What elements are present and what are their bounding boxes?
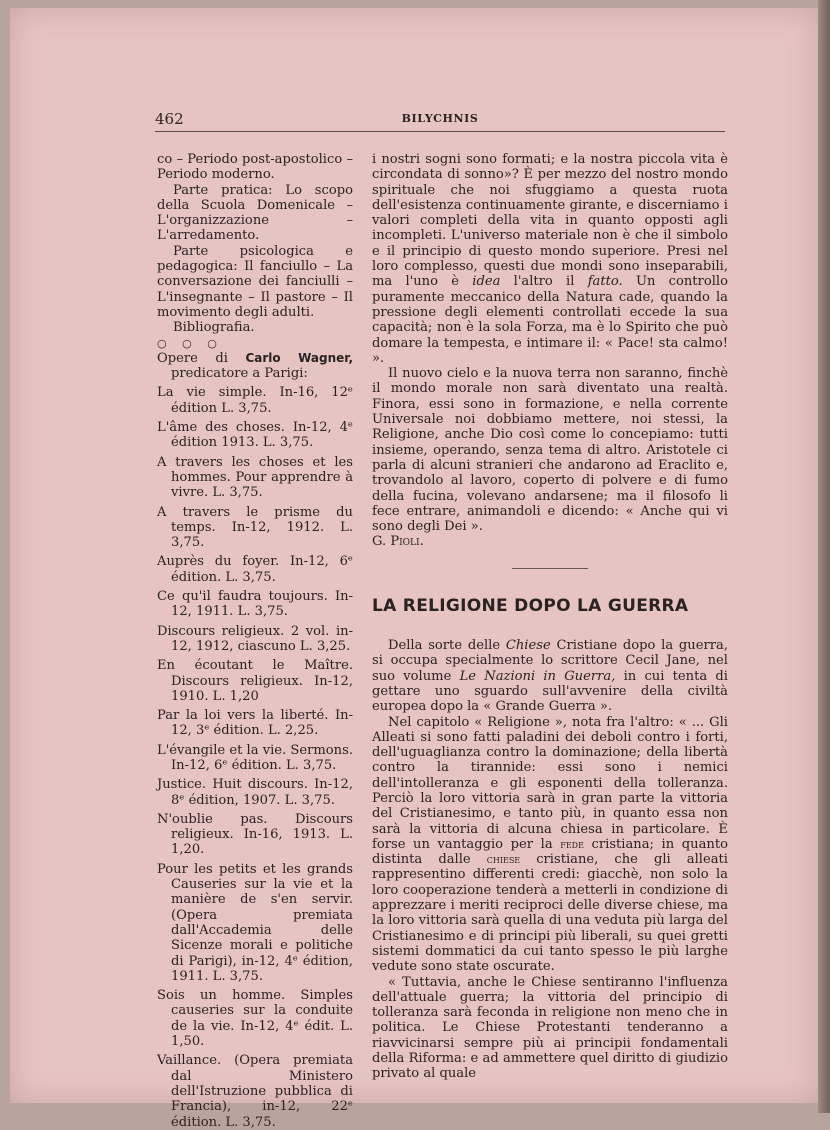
- divider-rule: [512, 568, 588, 569]
- header-rule: [155, 131, 725, 132]
- book-entry: Discours religieux. 2 vol. in-12, 1912, ciascuno L. 3,25.: [157, 623, 353, 654]
- smallcaps-word: chiese: [486, 853, 521, 867]
- left-column: [157, 152, 353, 1130]
- section-separator: ○ ○ ○: [157, 336, 223, 350]
- italic-word: idea: [472, 274, 501, 290]
- opere-heading: [157, 351, 353, 382]
- page-header: [155, 110, 725, 132]
- italic-word: fatto.: [587, 274, 623, 290]
- italic-word: Chiese: [505, 638, 551, 654]
- text-run: cristiana; in quanto distinta dalle: [372, 836, 728, 868]
- paragraph: Il nuovo cielo e la nuova terra non saranno, finchè il mondo morale non sarà diventato una realtà. Finora, essi sono in formazione, e nella corrente Universale noi dobbiamo mettere, noi stessi, la Religione, anche Dio così come lo concepiamo: tutti insieme, operando, senza tema di altro. Aristotele ci parla di alcuni stranieri che andarono ad Eraclito e, trovandolo al lavoro, coperto di polvere e di fumo della fucina, volevano andarsene; ma il filosofo li fece entrare, animandoli e dicendo: « Anche qui vi sono degli Dei ».: [372, 366, 728, 535]
- book-spine: [818, 0, 830, 1113]
- running-title: BILYCHNIS: [401, 112, 479, 125]
- opere-suffix: predicatore a Parigi:: [171, 366, 308, 382]
- book-entry: En écoutant le Maître. Discours religieux. In-12, 1910. L. 1,20: [157, 658, 353, 704]
- text-run: i nostri sogni sono formati; e la nostra piccola vita è circondata di sonno»? È per mezzo del nostro mondo spirituale che noi sfuggiamo a questa ruota dell'esistenza continuamente girante, e discerniamo i valori completi della vita in quanto opposti agli incompleti. L'universo materiale non è che il simbolo e il principio di questo mondo superiore. Presi nel loro complesso, questi due mondi sono inseparabili, ma l'uno è: [372, 152, 728, 290]
- text-run: Cristiane dopo la guerra, si occupa specialmente lo scrittore Cecil Jane, nel suo volume: [372, 638, 728, 684]
- book-entry: Ce qu'il faudra toujours. In-12, 1911. L. 3,75.: [157, 589, 353, 620]
- text-run: Della sorte delle: [388, 638, 501, 654]
- opere-prefix: Opere di: [157, 350, 228, 366]
- right-column: [372, 152, 728, 1082]
- opere-author: Carlo Wagner,: [245, 350, 354, 365]
- page-number: 462: [155, 110, 184, 128]
- book-entry: Sois un homme. Simples causeries sur la conduite de la vie. In-12, 4ᵉ édit. L. 1,50.: [157, 988, 353, 1050]
- book-entry: Justice. Huit discours. In-12, 8ᵉ édition, 1907. L. 3,75.: [157, 777, 353, 808]
- author-signature: G. Pioli.: [372, 534, 424, 550]
- parte-pratica: Parte pratica: Lo scopo della Scuola Domenicale – L'organizzazione – L'arredamento.: [157, 182, 353, 244]
- text-run: l'altro il: [513, 274, 575, 290]
- book-title: Le Nazioni in Guerra,: [459, 668, 616, 684]
- book-entry: N'oublie pas. Discours religieux. In-16, 1913. L. 1,20.: [157, 811, 353, 858]
- text-run: Nel capitolo « Religione », nota fra l'altro: « ... Gli Alleati si sono fatti paladini dei deboli contro i forti, dell'uguaglianza contro la dominazione; della libertà contro la tirannide: essi sono i nemici dell'intolleranza e gli esponenti della tolleranza. Perciò la loro vittoria sarà in gran parte la vittoria del Cristianesimo, e tanto più, in quanto essa non sarà la vittoria di alcuna chiesa in particolare. È forse un vantaggio per la: [372, 714, 728, 852]
- paragraph: [372, 152, 728, 366]
- article-title: LA RELIGIONE DOPO LA GUERRA: [372, 595, 689, 616]
- bibliografia: Bibliografia.: [173, 320, 255, 336]
- text-run: in cui tenta di gettare uno sguardo sull'avvenire della civiltà europea dopo la « Grande Guerra ».: [372, 668, 728, 715]
- paragraph: [372, 638, 728, 714]
- book-entry: A travers le prisme du temps. In-12, 1912. L. 3,75.: [157, 504, 353, 551]
- book-entry: Par la loi vers la liberté. In-12, 3ᵉ édition. L. 2,25.: [157, 708, 353, 739]
- book-entry: Vaillance. (Opera premiata dal Ministero dell'Istruzione pubblica di Francia), in-12, 22ᵉ édition. L. 3,75.: [157, 1053, 353, 1130]
- book-entry: Pour les petits et les grands Causeries sur la vie et la manière de s'en servir. (Opera premiata dall'Accademia delle Sicenze morali e politiche di Parigi), in-12, 4ᵉ édition, 1911. L. 3,75.: [157, 861, 353, 984]
- book-entry: L'évangile et la vie. Sermons. In-12, 6ᵉ édition. L. 3,75.: [157, 742, 353, 773]
- text-run: Un controllo puramente meccanico della Natura cade, quando la pressione degli elementi controllati eccede la sua capacità; non è la sola Forza, ma è lo Spirito che può domare la tempesta, e intimare il: « Pace! sta calmo! ».: [372, 274, 728, 366]
- book-entry: La vie simple. In-16, 12ᵉ édition L. 3,75.: [157, 385, 353, 416]
- book-entry: A travers les choses et les hommes. Pour apprendre à vivre. L. 3,75.: [157, 454, 353, 501]
- paragraph: [372, 715, 728, 975]
- continuation-text: co – Periodo post-apostolico – Periodo moderno.: [157, 152, 353, 183]
- paragraph: « Tuttavia, anche le Chiese sentiranno l'influenza dell'attuale guerra; la vittoria del principio di tolleranza sarà feconda in religione non meno che in politica. Le Chiese Protestanti tenderanno a riavvicinarsi sempre più ai principii fondamentali della Riforma: e ad ammettere quel diritto di giudizio privato al quale: [372, 974, 728, 1082]
- text-run: cristiane, che gli alleati rappresentino differenti credi: giacchè, non solo la loro cooperazione tenderà a metterli in condizione di apprezzare i meriti reciproci delle diverse chiese, ma la loro vittoria sarà quella di una veduta più larga del Cristianesimo e di principi più liberali, su quei gretti sistemi dommatici da cui tanto spesso le più larghe vedute sono state oscurate.: [372, 852, 728, 975]
- book-entry: Auprès du foyer. In-12, 6ᵉ édition. L. 3,75.: [157, 554, 353, 585]
- book-entry: L'âme des choses. In-12, 4ᵉ édition 1913. L. 3,75.: [157, 420, 353, 451]
- parte-psicologica: Parte psicologica e pedagogica: Il fanciullo – La conversazione dei fanciulli – L'insegnante – Il pastore – Il movimento degli adulti.: [157, 243, 353, 320]
- smallcaps-word: fede: [560, 837, 584, 851]
